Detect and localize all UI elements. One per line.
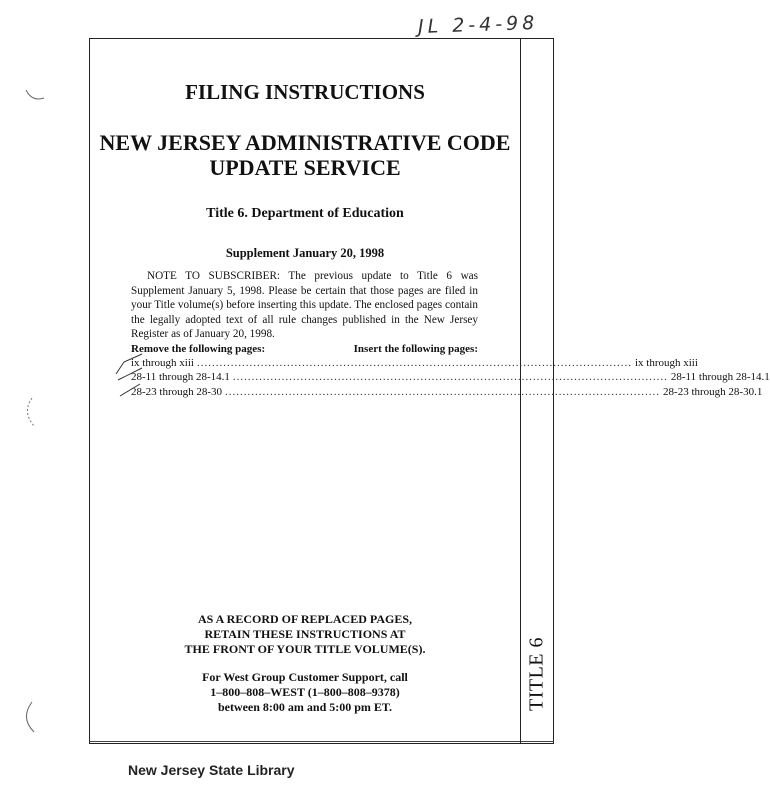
page-title: FILING INSTRUCTIONS xyxy=(185,80,425,104)
punch-hole-mark-bottom xyxy=(18,700,44,736)
record-notice-line1: AS A RECORD OF REPLACED PAGES, xyxy=(197,612,413,626)
record-notice-line2: RETAIN THESE INSTRUCTIONS AT xyxy=(204,627,406,641)
subscriber-note: NOTE TO SUBSCRIBER: The previous update to Title 6 was Supplement January 5, 1998. Please be certain that those pages are filed in your Title volume(s) before inserting this update. The enclosed pages contain the legally adopted text of all rule changes published in the New Jersey Register as of January 20, 1998. xyxy=(131,270,478,341)
dot-leader: .................................................................................................................... xyxy=(232,371,668,383)
insert-pages: ix through xiii xyxy=(634,357,698,369)
handwritten-check-marks xyxy=(112,352,148,404)
dot-leader: .................................................................................................................... xyxy=(196,357,632,369)
remove-header: Remove the following pages: xyxy=(131,343,266,355)
support-hours: between 8:00 am and 5:00 pm ET. xyxy=(217,700,393,714)
remove-pages: 28-23 through 28-30 xyxy=(131,386,223,398)
page-border-double-line xyxy=(89,741,554,742)
code-title-line2: UPDATE SERVICE xyxy=(209,155,401,180)
code-title-line1: NEW JERSEY ADMINISTRATIVE CODE xyxy=(99,130,511,155)
dot-leader: .................................................................................................................... xyxy=(225,386,661,398)
library-stamp: New Jersey State Library xyxy=(128,762,295,778)
punch-hole-mark-top xyxy=(22,86,48,106)
title-name: Title 6. Department of Education xyxy=(206,206,404,221)
record-notice-line3: THE FRONT OF YOUR TITLE VOLUME(S). xyxy=(184,642,426,656)
insert-pages: 28-23 through 28-30.1 xyxy=(663,386,763,398)
remove-pages: 28-11 through 28-14.1 xyxy=(131,371,230,383)
support-line1: For West Group Customer Support, call xyxy=(202,670,408,684)
table-row xyxy=(131,386,763,398)
table-row xyxy=(131,371,770,383)
pages-table-header xyxy=(131,343,478,355)
tab-label: TITLE 6 xyxy=(525,636,548,712)
punch-hole-mark-middle xyxy=(20,396,46,430)
customer-support xyxy=(92,670,518,715)
remove-pages: ix through xiii xyxy=(131,357,194,369)
insert-pages: 28-11 through 28-14.1 xyxy=(670,371,770,383)
table-row xyxy=(131,357,698,369)
code-title xyxy=(92,130,518,180)
supplement-date: Supplement January 20, 1998 xyxy=(225,246,385,260)
handwritten-initials-date: JL 2-4-98 xyxy=(417,11,539,39)
record-notice xyxy=(92,612,518,657)
support-phone: 1–800–808–WEST (1–800–808–9378) xyxy=(210,685,400,699)
insert-header: Insert the following pages: xyxy=(353,343,478,355)
